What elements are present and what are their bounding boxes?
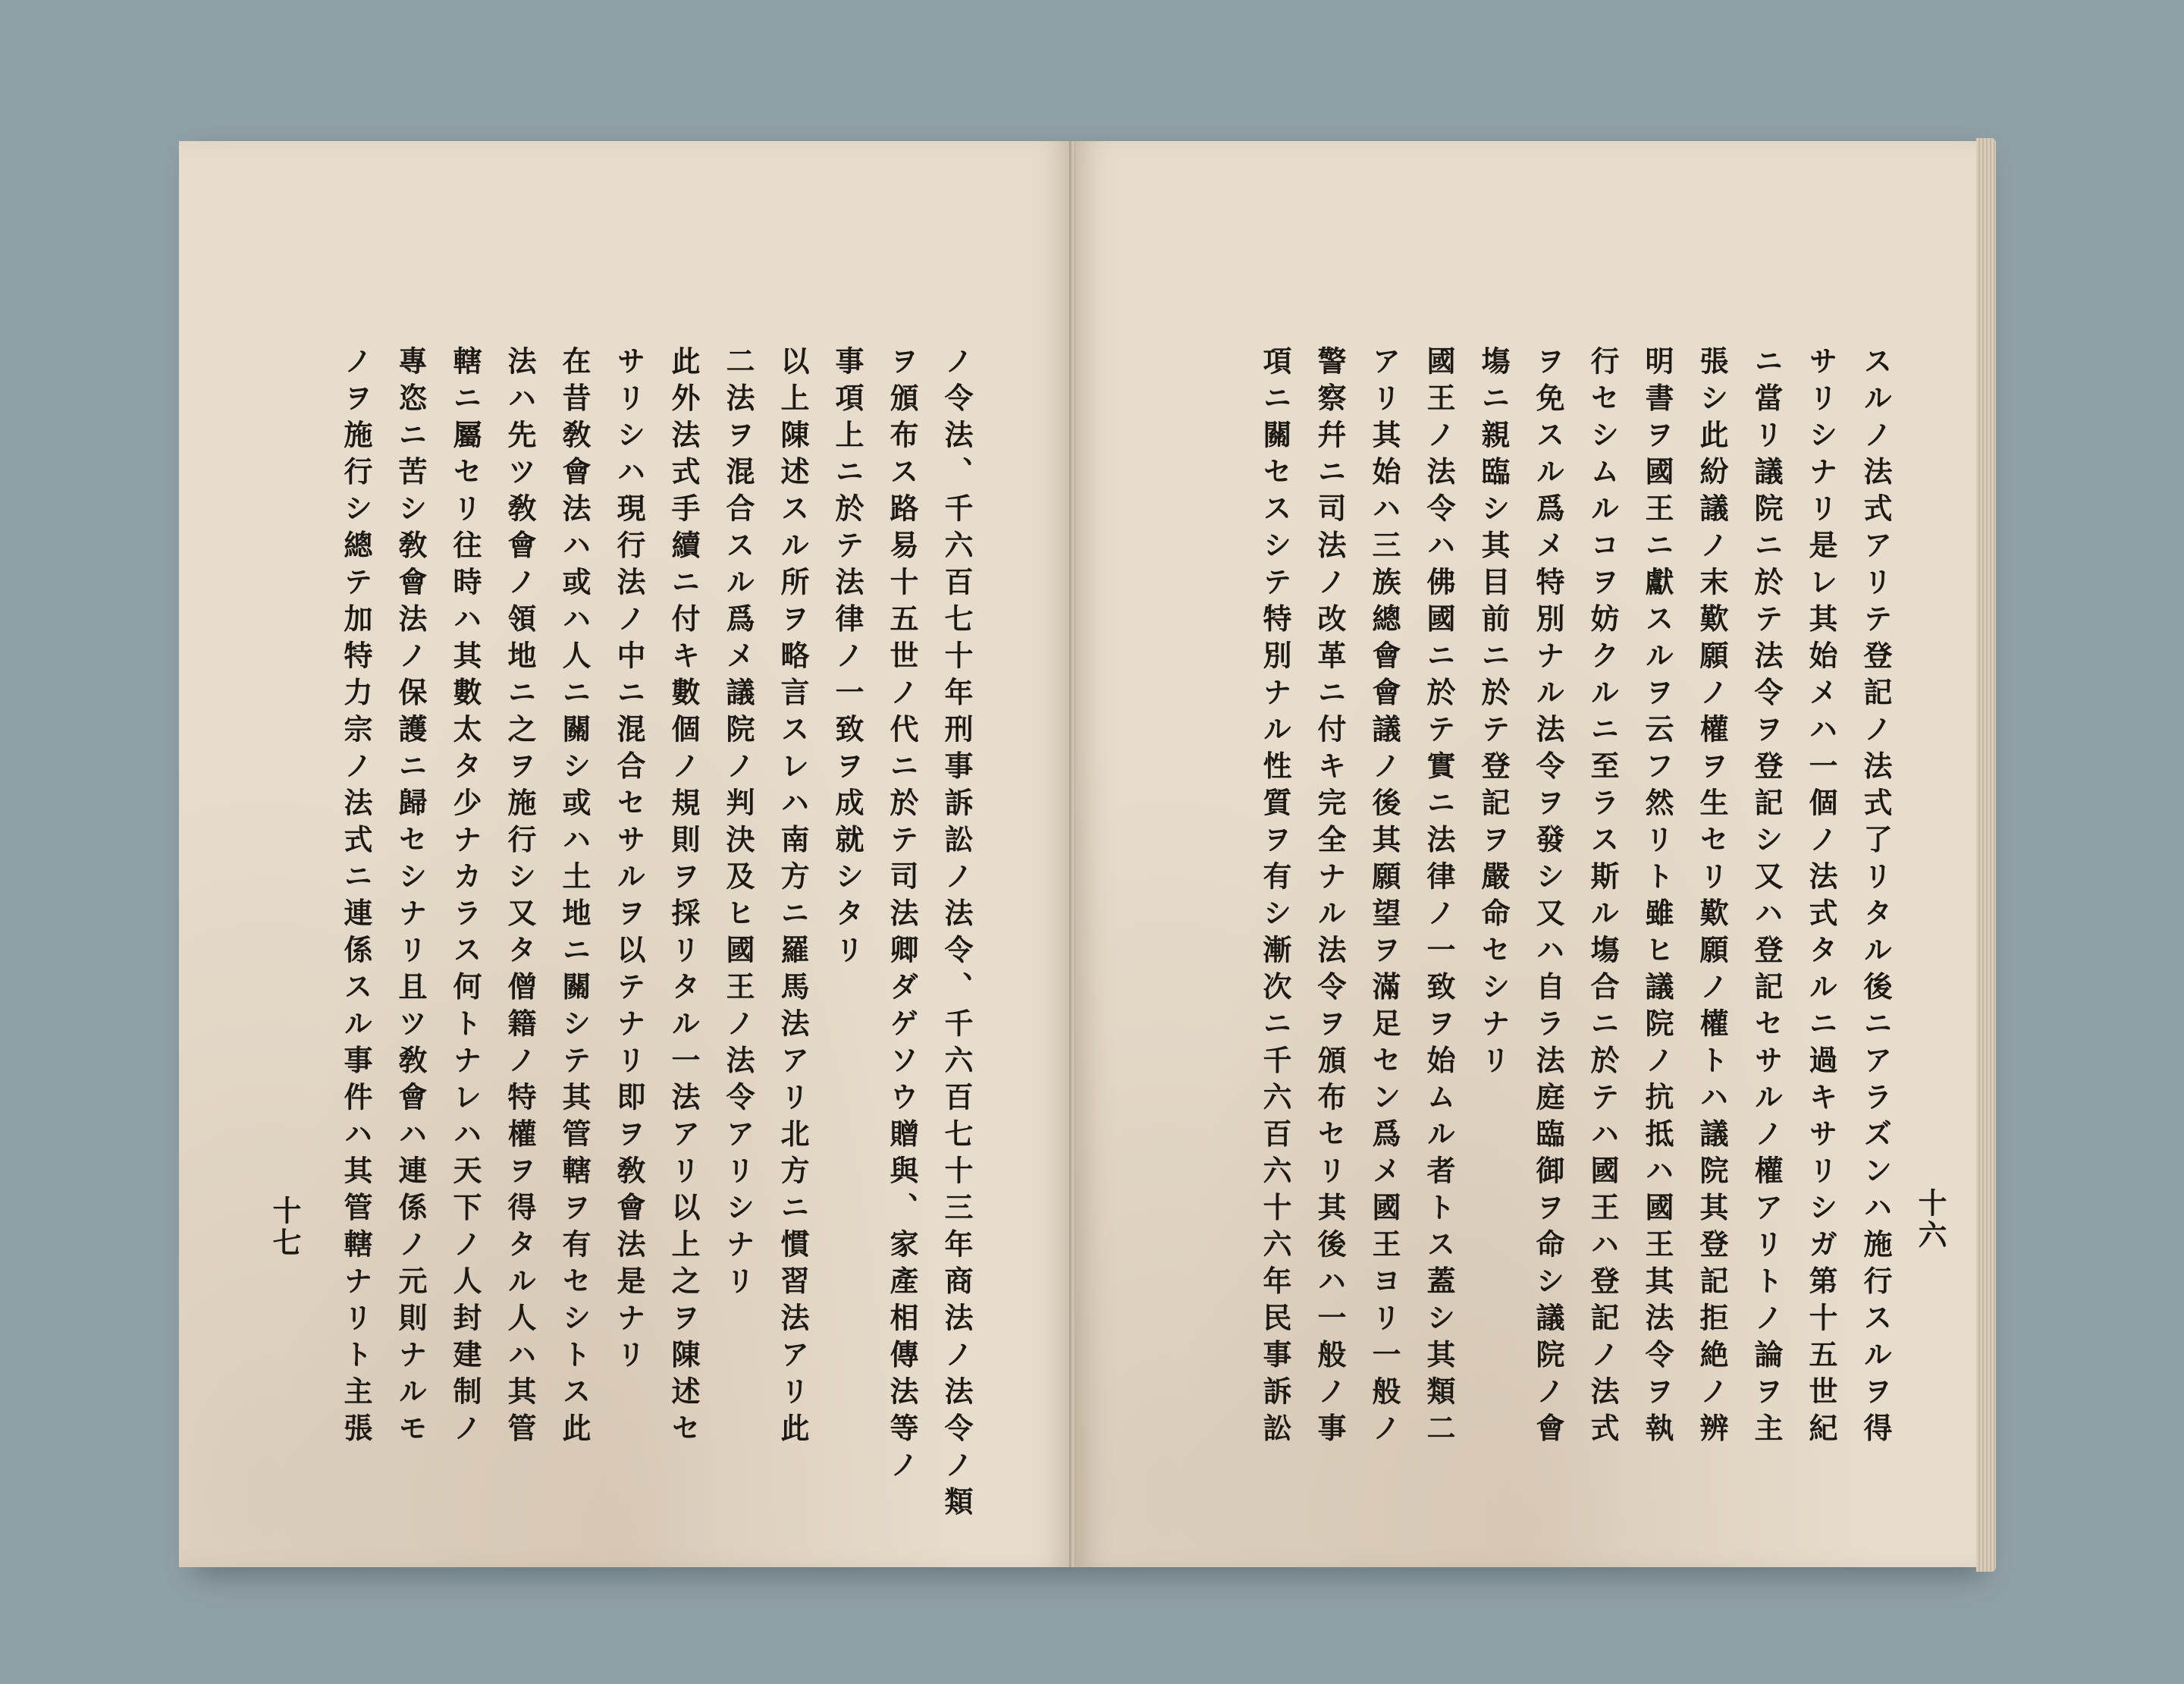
right-col-1: スルノ法式アリテ登記ノ法式了リタル後ニアラズンハ施行スルヲ得 (1859, 346, 1893, 1450)
right-col-5: 明書ヲ國王ニ獻スルヲ云フ然リト雖ヒ議院ノ抗抵ハ國王其法令ヲ執 (1640, 346, 1674, 1450)
right-col-7: ヲ免スル爲メ特別ナル法令ヲ發シ又ハ自ラ法庭臨御ヲ命シ議院ノ會 (1531, 346, 1565, 1450)
left-col-11: 專恣ニ苦シ敎會法ノ保護ニ歸セシナリ且ツ敎會ハ連係ノ元則ナルモ (394, 346, 428, 1450)
right-col-2: サリシナリ是レ其始メハ一個ノ法式タルニ過キサリシガ第十五世紀 (1804, 346, 1838, 1450)
right-page (1075, 141, 1982, 1567)
right-col-8: 塲ニ親臨シ其目前ニ於テ登記ヲ嚴命セシナリ (1476, 346, 1511, 1082)
left-col-10: 轄ニ屬セリ往時ハ其數太タ少ナカラス何トナレハ天下ノ人封建制ノ (448, 346, 482, 1450)
right-col-10: アリ其始ハ三族總會會議ノ後其願望ヲ滿足セン爲メ國王ヨリ一般ノ (1367, 346, 1401, 1450)
right-col-3: ニ當リ議院ニ於テ法令ヲ登記シ又ハ登記セサルノ權アリトノ論ヲ主 (1749, 346, 1784, 1450)
page-edges (1976, 138, 1996, 1572)
right-col-6: 行セシムルコヲ妨クルニ至ラス斯ル塲合ニ於テハ國王ハ登記ノ法式 (1586, 346, 1620, 1450)
left-col-6: 此外法式手續ニ付キ數個ノ規則ヲ採リタル一法アリ以上之ヲ陳述セ (667, 346, 701, 1450)
right-col-9: 國王ノ法令ハ佛國ニ於テ實ニ法律ノ一致ヲ始ムル者トス蓋シ其類二 (1422, 346, 1456, 1450)
right-col-4: 張シ此紛議ノ末歎願ノ權ヲ生セリ歎願ノ權トハ議院其登記拒絶ノ辨 (1695, 346, 1729, 1450)
right-page-number: 十六 (1913, 1188, 1947, 1252)
left-col-9: 法ハ先ツ敎會ノ領地ニ之ヲ施行シ又タ僧籍ノ特權ヲ得タル人ハ其管 (503, 346, 537, 1450)
left-col-8: 在昔敎會法ハ或ハ人ニ關シ或ハ土地ニ關シテ其管轄ヲ有セシトス此 (557, 346, 592, 1450)
right-col-12: 項ニ關セスシテ特別ナル性質ヲ有シ漸次ニ千六百六十六年民事訴訟 (1258, 346, 1292, 1450)
left-col-3: 事項上ニ於テ法律ノ一致ヲ成就シタリ (830, 346, 864, 972)
left-col-12: ノヲ施行シ總テ加特力宗ノ法式ニ連係スル事件ハ其管轄ナリト主張 (339, 346, 373, 1450)
left-col-7: サリシハ現行法ノ中ニ混合セサルヲ以テナリ即ヲ敎會法是ナリ (612, 346, 646, 1376)
left-page (179, 141, 1071, 1567)
left-col-4: 以上陳述スル所ヲ略言スレハ南方ニ羅馬法アリ北方ニ慣習法アリ此 (776, 346, 810, 1450)
right-col-11: 警察幷ニ司法ノ改革ニ付キ完全ナル法令ヲ頒布セリ其後ハ一般ノ事 (1313, 346, 1347, 1450)
left-page-number: 十七 (268, 1195, 302, 1259)
left-col-5: 二法ヲ混合スル爲メ議院ノ判決及ヒ國王ノ法令アリシナリ (721, 346, 755, 1302)
left-col-1: ノ令法、千六百七十年刑事訴訟ノ法令、千六百七十三年商法ノ法令ノ類 (940, 346, 974, 1523)
left-col-2: ヲ頒布ス路易十五世ノ代ニ於テ司法卿ダゲソウ贈與、家產相傳法等ノ (885, 346, 919, 1487)
